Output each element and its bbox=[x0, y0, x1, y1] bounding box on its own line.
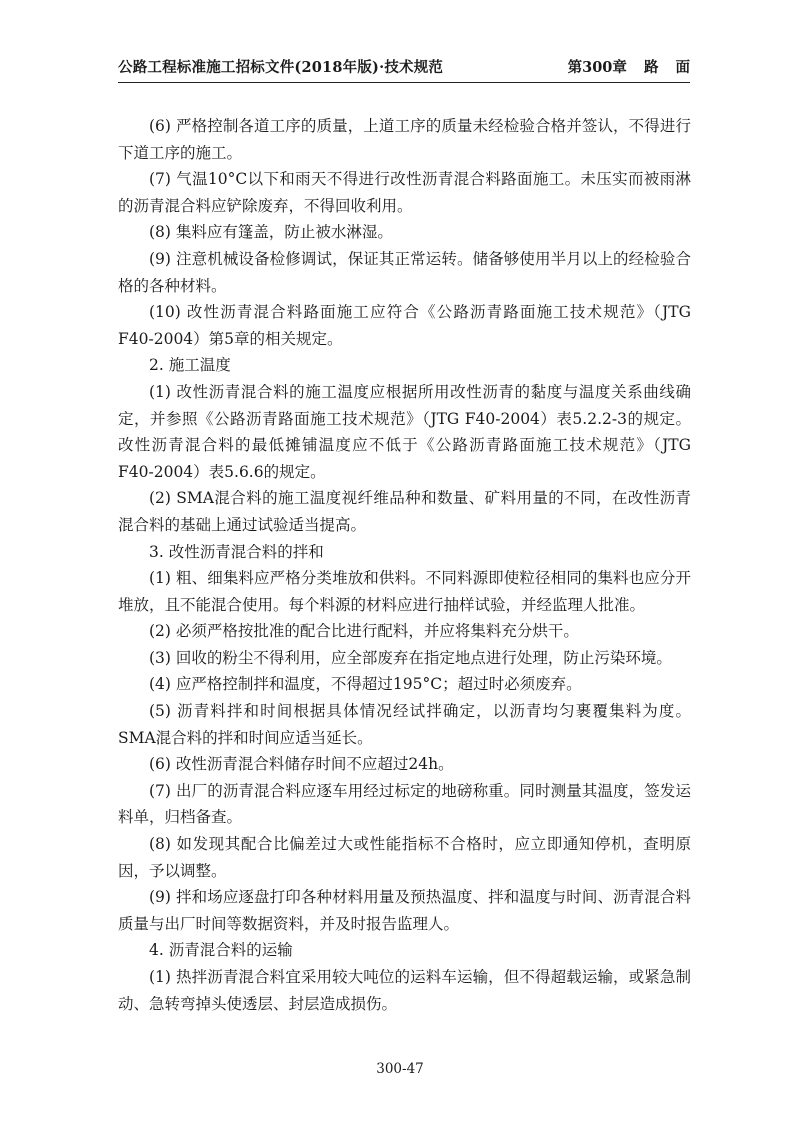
paragraph: (7) 气温10°C以下和雨天不得进行改性沥青混合料路面施工。未压实而被雨淋的沥青混合料应铲除废弃，不得回收利用。 bbox=[118, 170, 691, 215]
body-text bbox=[118, 113, 691, 1017]
section-heading: 3. 改性沥青混合料的拌和 bbox=[149, 542, 324, 561]
document-title: 公路工程标准施工招标文件(2018年版)·技术规范 bbox=[118, 59, 444, 76]
paragraph: (2) SMA混合料的施工温度视纤维品种和数量、矿料用量的不同，在改性沥青混合料的基础上通过试验适当提高。 bbox=[118, 489, 691, 534]
paragraph: (5) 沥青料拌和时间根据具体情况经试拌确定，以沥青均匀裹覆集料为度。SMA混合料的拌和时间应适当延长。 bbox=[118, 702, 691, 747]
paragraph: (7) 出厂的沥青混合料应逐车用经过标定的地磅称重。同时测量其温度，签发运料单，归档备查。 bbox=[118, 781, 691, 827]
paragraph: (9) 拌和场应逐盘打印各种材料用量及预热温度、拌和温度与时间、沥青混合料质量与出厂时间等数据资料，并及时报告监理人。 bbox=[118, 888, 691, 933]
paragraph: (10) 改性沥青混合料路面施工应符合《公路沥青路面施工技术规范》（JTG F40-2004）第5章的相关规定。 bbox=[118, 303, 691, 348]
paragraph: (4) 应严格控制拌和温度，不得超过195°C；超过时必须废弃。 bbox=[149, 675, 582, 694]
paragraph: (8) 集料应有篷盖，防止被水淋湿。 bbox=[149, 223, 393, 242]
chapter-title: 第300章 路 面 bbox=[567, 59, 690, 76]
paragraph: (1) 改性沥青混合料的施工温度应根据所用改性沥青的黏度与温度关系曲线确定，并参照《公路沥青路面施工技术规范》（JTG F40-2004）表5.2.2-3的规定。改性沥青混合料的最低摊铺温度应不低于《公路沥青路面施工技术规范》（JTG F40-2004）表5.6.6的规定。 bbox=[118, 382, 691, 481]
section-heading: 4. 沥青混合料的运输 bbox=[149, 941, 293, 960]
paragraph: (1) 热拌沥青混合料宜采用较大吨位的运料车运输，但不得超载运输，或紧急制动、急转弯掉头使透层、封层造成损伤。 bbox=[118, 968, 691, 1013]
paragraph: (6) 改性沥青混合料储存时间不应超过24h。 bbox=[149, 755, 454, 774]
page-number: 300-47 bbox=[376, 1061, 424, 1077]
paragraph: (9) 注意机械设备检修调试，保证其正常运转。储备够使用半月以上的经检验合格的各种材料。 bbox=[118, 249, 691, 295]
section-heading: 2. 施工温度 bbox=[149, 356, 231, 375]
paragraph: (8) 如发现其配合比偏差过大或性能指标不合格时，应立即通知停机，查明原因，予以调整。 bbox=[118, 835, 691, 880]
paragraph: (3) 回收的粉尘不得利用，应全部废弃在指定地点进行处理，防止污染环境。 bbox=[149, 648, 672, 667]
paragraph: (2) 必须严格按批准的配合比进行配料，并应将集料充分烘干。 bbox=[149, 622, 579, 641]
page-header bbox=[118, 52, 690, 83]
paragraph: (1) 粗、细集料应严格分类堆放和供料。不同料源即使粒径相同的集料也应分开堆放，且不能混合使用。每个料源的材料应进行抽样试验，并经监理人批准。 bbox=[118, 569, 691, 614]
paragraph: (6) 严格控制各道工序的质量，上道工序的质量未经检验合格并签认，不得进行下道工序的施工。 bbox=[118, 117, 691, 162]
